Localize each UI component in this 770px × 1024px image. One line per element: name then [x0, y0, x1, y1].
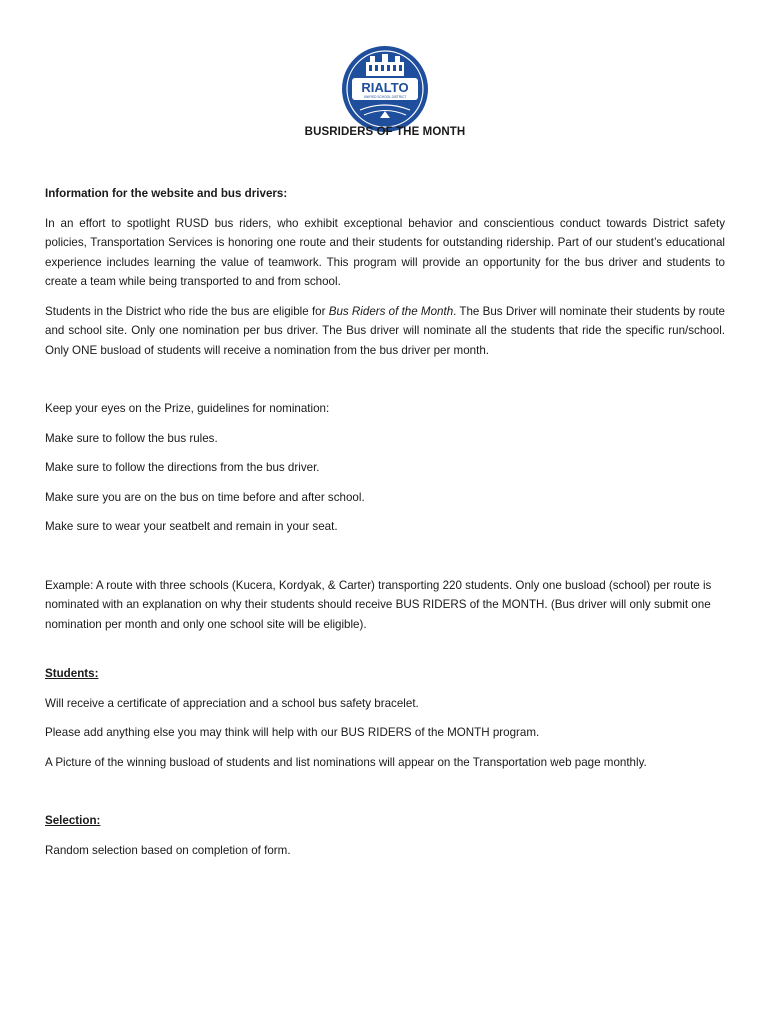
guideline-item: Make sure you are on the bus on time before and after school.	[45, 490, 365, 504]
students-item: Will receive a certificate of appreciation and a school bus safety bracelet.	[45, 696, 419, 710]
intro-paragraph: In an effort to spotlight RUSD bus riders, who exhibit exceptional behavior and conscientious conduct towards District safety policies, Transportation Services is honoring one route and their students for outstanding ridership. Part of our student’s educational experience includes learning the value of teamwork. This program will provide an opportunity for the bus driver and students to create a team while being transported to and from school.	[45, 216, 725, 288]
info-heading: Information for the website and bus drivers:	[45, 187, 288, 200]
document-body	[45, 184, 725, 870]
selection-heading: Selection:	[45, 814, 101, 827]
logo-subtext: UNIFIED SCHOOL DISTRICT	[363, 95, 407, 99]
guideline-item: Make sure to wear your seatbelt and remain in your seat.	[45, 520, 338, 533]
eligibility-text-start: Students in the District who ride the bus are eligible for	[45, 304, 329, 318]
eligibility-text-end: . The Bus Driver will nominate their students by route and school site. Only one nomination per bus driver. The Bus driver will nominate all the students that ride the specific run/school. Only ONE busload of students will receive a nomination from the bus driver per month.	[45, 304, 726, 357]
guideline-item: Make sure to follow the directions from the bus driver.	[45, 461, 320, 474]
guideline-item: Make sure to follow the bus rules.	[45, 431, 218, 445]
students-heading: Students:	[45, 667, 99, 680]
selection-text: Random selection based on completion of form.	[45, 843, 291, 857]
eligibility-paragraph	[45, 302, 725, 361]
students-item: Please add anything else you may think will help with our BUS RIDERS of the MONTH program.	[45, 726, 540, 739]
rialto-district-logo	[340, 44, 430, 134]
guidelines-intro: Keep your eyes on the Prize, guidelines for nomination:	[45, 402, 330, 415]
logo-wordmark: RIALTO	[361, 80, 409, 95]
students-item: A Picture of the winning busload of students and list nominations will appear on the Transportation web page monthly.	[45, 755, 647, 769]
program-name-italic: Bus Riders of the Month	[328, 304, 454, 318]
page-title: BUSRIDERS OF THE MONTH	[304, 126, 466, 138]
example-paragraph: Example: A route with three schools (Kucera, Kordyak, & Carter) transporting 220 students. Only one busload (school) per route is nominated with an explanation on why their students should receive BUS RIDERS of the MONTH. (Bus driver will only submit one nomination per month and only one school site will be eligible).	[45, 578, 712, 631]
